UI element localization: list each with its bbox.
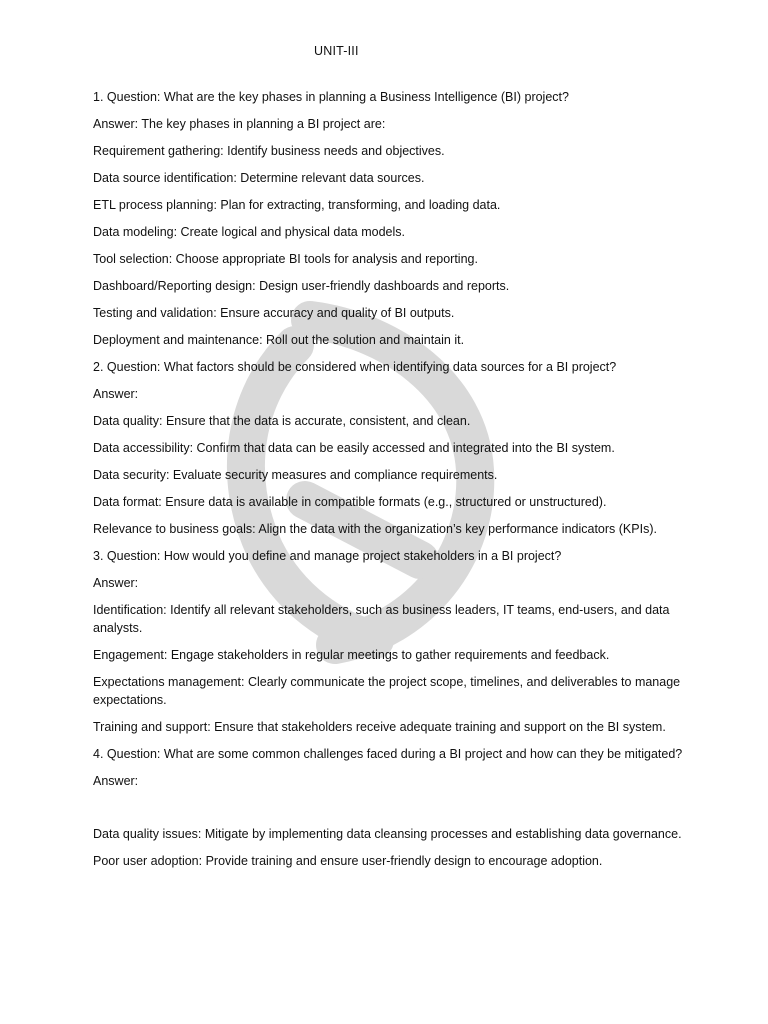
answer-1-intro: Answer: The key phases in planning a BI project are: xyxy=(93,117,386,131)
answer-item: Training and support: Ensure that stakeholders receive adequate training and support on the BI system. xyxy=(93,720,666,734)
answer-item: Engagement: Engage stakeholders in regular meetings to gather requirements and feedback. xyxy=(93,648,610,662)
answer-label: Answer: xyxy=(93,387,139,401)
answer-item: Poor user adoption: Provide training and ensure user-friendly design to encourage adoption. xyxy=(93,854,603,868)
answer-item: Dashboard/Reporting design: Design user-friendly dashboards and reports. xyxy=(93,279,510,293)
question-1: 1. Question: What are the key phases in planning a Business Intelligence (BI) project? xyxy=(93,90,569,104)
document-body xyxy=(93,88,683,879)
answer-item: Testing and validation: Ensure accuracy and quality of BI outputs. xyxy=(93,306,455,320)
answer-item: Data quality issues: Mitigate by implementing data cleansing processes and establishing data governance. xyxy=(93,827,682,841)
answer-item: Data security: Evaluate security measures and compliance requirements. xyxy=(93,468,498,482)
answer-item: Data quality: Ensure that the data is accurate, consistent, and clean. xyxy=(93,414,471,428)
answer-label: Answer: xyxy=(93,576,139,590)
answer-item: Tool selection: Choose appropriate BI tools for analysis and reporting. xyxy=(93,252,478,266)
answer-item: Expectations management: Clearly communicate the project scope, timelines, and deliverables to manage expectations. xyxy=(93,675,681,707)
question-3: 3. Question: How would you define and manage project stakeholders in a BI project? xyxy=(93,549,562,563)
answer-item: Data modeling: Create logical and physical data models. xyxy=(93,225,405,239)
answer-item: Data source identification: Determine relevant data sources. xyxy=(93,171,425,185)
answer-item: Data accessibility: Confirm that data can be easily accessed and integrated into the BI system. xyxy=(93,441,615,455)
page-title: UNIT-III xyxy=(314,44,359,58)
answer-item: Requirement gathering: Identify business needs and objectives. xyxy=(93,144,445,158)
question-4: 4. Question: What are some common challenges faced during a BI project and how can they be mitigated? xyxy=(93,747,683,761)
answer-item: Data format: Ensure data is available in compatible formats (e.g., structured or unstructured). xyxy=(93,495,607,509)
answer-item: Relevance to business goals: Align the data with the organization’s key performance indicators (KPIs). xyxy=(93,522,657,536)
answer-item: Identification: Identify all relevant stakeholders, such as business leaders, IT teams, end-users, and data analysts. xyxy=(93,603,670,635)
answer-item: Deployment and maintenance: Roll out the solution and maintain it. xyxy=(93,333,465,347)
question-2: 2. Question: What factors should be considered when identifying data sources for a BI project? xyxy=(93,360,617,374)
answer-item: ETL process planning: Plan for extracting, transforming, and loading data. xyxy=(93,198,501,212)
answer-label: Answer: xyxy=(93,774,139,788)
